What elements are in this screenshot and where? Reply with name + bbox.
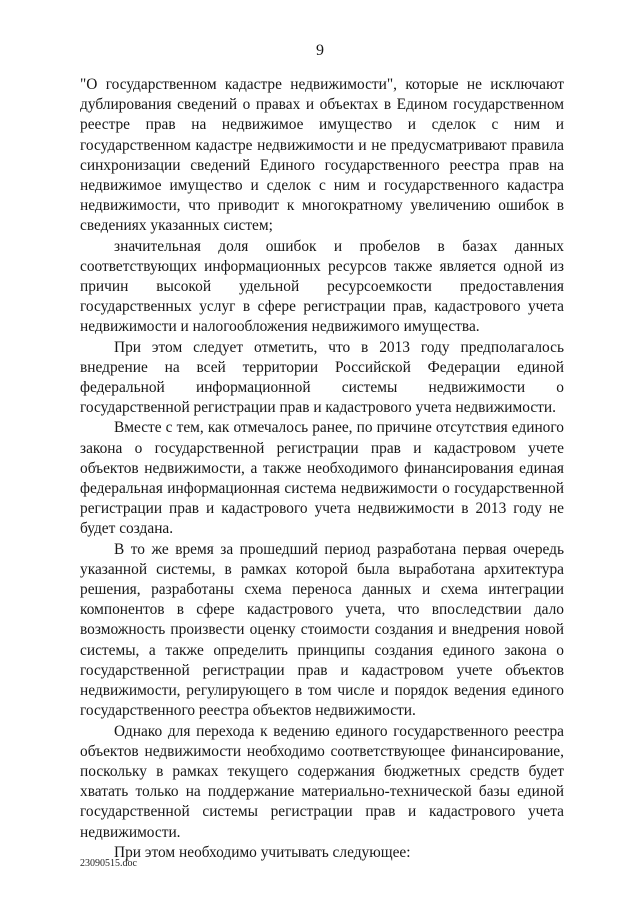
paragraph: При этом необходимо учитывать следующее:	[114, 843, 411, 861]
paragraph: Однако для перехода к ведению единого государственного реестра объектов недвижимости необходимо соответствующее финансирование, поскольку в рамках текущего содержания бюджетных средств будет хватать только на поддержание материально-технической базы единой государственной системы регистрации прав и кадастрового учета недвижимости.	[80, 722, 564, 841]
paragraph: Вместе с тем, как отмечалось ранее, по причине отсутствия единого закона о государственной регистрации прав и кадастровом учете объектов недвижимости, а также необходимого финансирования единая федеральная информационная система недвижимости о государственной регистрации прав и кадастрового учета недвижимости в 2013 году не будет создана.	[80, 419, 564, 538]
document-body	[80, 75, 564, 863]
paragraph: значительная доля ошибок и пробелов в базах данных соответствующих информационных ресурсов также является одной из причин высокой удельной ресурсоемкости предоставления государственных услуг в сфере регистрации прав, кадастрового учета недвижимости и налогообложения недвижимого имущества.	[80, 237, 564, 336]
footer-filename: 23090515.doc	[80, 858, 137, 869]
paragraph: "О государственном кадастре недвижимости", которые не исключают дублирования сведений о правах и объектах в Едином государственном реестре прав на недвижимое имущество и сделок с ним и государственном кадастре недвижимости и не предусматривают правила синхронизации сведений Единого государственного реестра прав на недвижимое имущество и сделок с ним и государственного кадастра недвижимости, что приводит к многократному увеличению ошибок в сведениях указанных систем;	[80, 76, 564, 235]
paragraph: При этом следует отметить, что в 2013 году предполагалось внедрение на всей территории Российской Федерации единой федеральной информационной системы недвижимости о государственной регистрации прав и кадастрового учета недвижимости.	[80, 338, 564, 417]
page-number: 9	[316, 42, 324, 59]
paragraph: В то же время за прошедший период разработана первая очередь указанной системы, в рамках которой была выработана архитектура решения, разработаны схема переноса данных и схема интеграции компонентов в сфере кадастрового учета, что впоследствии дало возможность произвести оценку стоимости создания и внедрения новой системы, а также определить принципы создания единого закона о государственной регистрации прав и кадастровом учете объектов недвижимости, регулирующего в том числе и порядок ведения единого государственного реестра объектов недвижимости.	[80, 540, 564, 720]
